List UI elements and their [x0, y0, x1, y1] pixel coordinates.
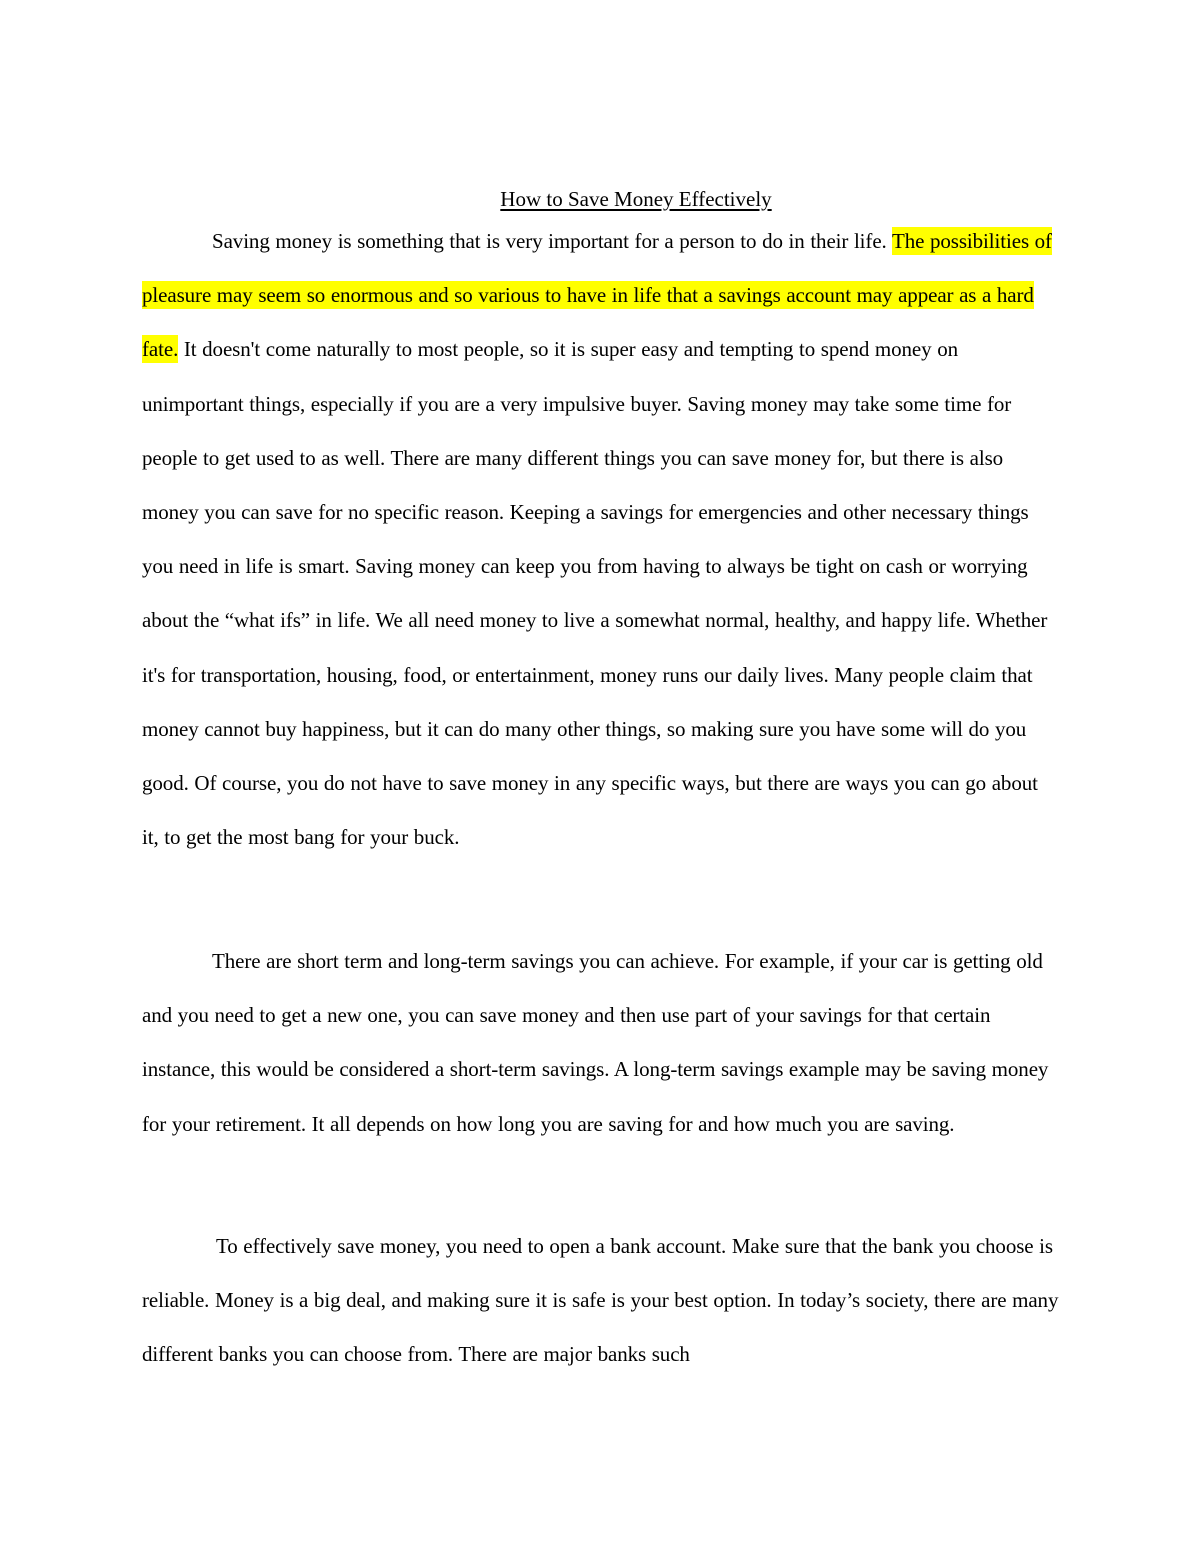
paragraph-1-body: It doesn't come naturally to most people, so it is super easy and tempting to spend money on unimportant things, especially if you are a very impulsive buyer. Saving money may take some time for people to get used to as well. There are many different things you can save money for, but there is also money you can save for no specific reason. Keeping a savings for emergencies and other necessary things you need in life is smart. Saving money can keep you from having to always be tight on cash or worrying about the “what ifs” in life. We all need money to live a somewhat normal, healthy, and happy life. Whether it's for transportation, housing, food, or entertainment, money runs our daily lives. Many people claim that money cannot buy happiness, but it can do many other things, so making sure you have some will do you good. Of course, you do not have to save money in any specific ways, but there are ways you can go about it, to get the most bang for your buck. [142, 337, 1048, 850]
document-title: How to Save Money Effectively [500, 187, 772, 211]
paragraph-3: To effectively save money, you need to open a bank account. Make sure that the bank you choose is reliable. Money is a big deal, and making sure it is safe is your best option. In today’s society, there are many different banks you can choose from. There are major banks such [142, 1234, 1059, 1367]
paragraph-1-intro: Saving money is something that is very important for a person to do in their life. [212, 229, 892, 253]
highlighted-text: The possibilities of pleasure may seem so enormous and so various to have in life that a savings account may appear as a hard fate. [142, 229, 1052, 362]
paragraph-2: There are short term and long-term savings you can achieve. For example, if your car is getting old and you need to get a new one, you can save money and then use part of your savings for that certain instance, this would be considered a short-term savings. A long-term savings example may be saving money for your retirement. It all depends on how long you are saving for and how much you are saving. [142, 949, 1049, 1136]
paragraph-1 [142, 214, 1060, 864]
